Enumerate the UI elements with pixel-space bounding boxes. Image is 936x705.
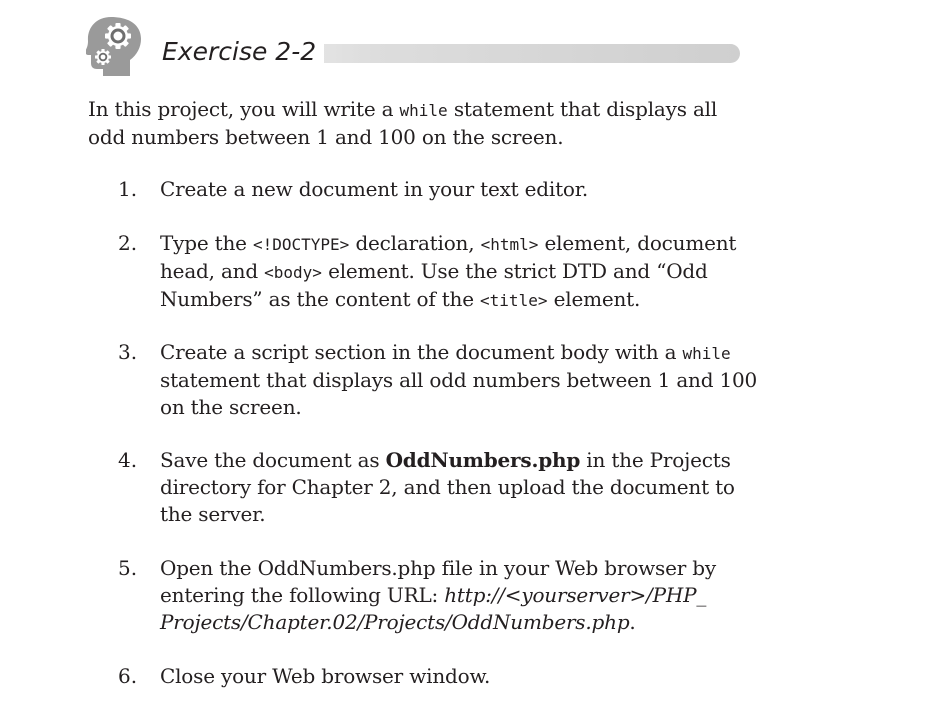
step-3-part-2: statement that displays all odd numbers between 1 and 100 on the screen.: [160, 368, 758, 419]
intro-code: while: [399, 101, 448, 120]
exercise-title: Exercise 2-2: [160, 34, 324, 70]
step-2-code-doctype: <!DOCTYPE>: [252, 235, 350, 254]
step-6-text: Close your Web browser window.: [160, 664, 491, 688]
step-text: [160, 447, 760, 528]
step-2-part-3: element, document head, and: [160, 231, 737, 283]
step-1-text: Create a new document in your text editor.: [160, 177, 589, 201]
step-text: [160, 339, 760, 421]
step-2-code-body: <body>: [264, 263, 322, 282]
step-4-part-1: Save the document as: [160, 448, 386, 472]
step-text: [160, 176, 760, 203]
step-number: 2.: [118, 231, 138, 255]
step-number: 4.: [118, 448, 138, 472]
head-gears-icon: [86, 14, 146, 76]
step-5-part-2: .: [629, 610, 636, 634]
step-5-url: http://<yourserver>/PHP_ Projects/Chapter.02/Projects/OddNumbers.php: [160, 583, 707, 634]
intro-paragraph: [88, 96, 748, 151]
step-text: [160, 230, 760, 314]
step-2-part-5: element.: [547, 287, 641, 311]
exercise-header: [86, 14, 746, 76]
step-text: [160, 555, 760, 636]
intro-text-before: In this project, you will write a: [88, 97, 400, 121]
step-text: [160, 663, 760, 690]
step-number: 6.: [118, 664, 138, 688]
step-2-code-html: <html>: [480, 235, 539, 254]
step-4-part-2: in the Projects directory for Chapter 2, and then upload the document to the server.: [160, 448, 735, 526]
step-4-filename: OddNumbers.php: [385, 448, 581, 472]
step-number: 1.: [118, 177, 138, 201]
step-2-part-2: declaration,: [349, 231, 481, 255]
step-5-part-1: Open the OddNumbers.php file in your Web browser by entering the following URL:: [160, 556, 716, 607]
step-2-code-title: <title>: [480, 291, 548, 310]
step-number: 3.: [118, 340, 138, 364]
step-2-part-4: element. Use the strict DTD and “Odd Numbers” as the content of the: [160, 259, 708, 311]
step-3-code-while: while: [682, 344, 731, 363]
intro-text-after: statement that displays all odd numbers between 1 and 100 on the screen.: [88, 97, 718, 149]
step-number: 5.: [118, 556, 138, 580]
step-2-part-1: Type the: [160, 231, 253, 255]
step-3-part-1: Create a script section in the document body with a: [160, 340, 683, 364]
